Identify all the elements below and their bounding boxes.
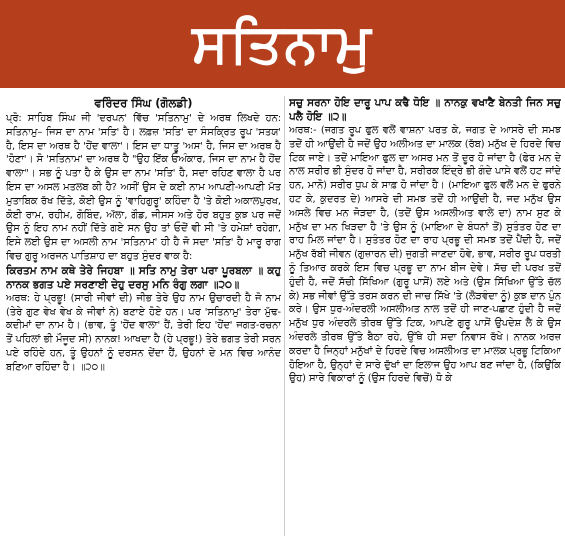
scripture-verse: ਸਚੁ ਸਰਨਾ ਹੋਇ ਦਾਰੂ ਪਾਪ ਕਢੈ ਧੋਇ ॥ ਨਾਨਕੁ ਵਖਾਣੈ ਬੇਨਤੀ ਜਿਨ ਸਚੁ ਪਲੈ ਹੋਇ ॥੨॥ (289, 97, 561, 123)
author-byline: ਵਰਿੰਦਰ ਸਿੰਘ (ਗੋਲਡੀ) (94, 96, 193, 110)
article-column-left (6, 96, 281, 539)
article-paragraph: ਪ੍ਰੋ: ਸਾਹਿਬ ਸਿੰਘ ਜੀ 'ਦਰਪਨ' ਵਿੱਚ 'ਸਤਿਨਾਮੁ' ਦੇ ਅਰਥ ਲਿਖਦੇ ਹਨ: ਸਤਿਨਾਮੁ– ਜਿਸ ਦਾ ਨਾਮ 'ਸਤਿ' ਹੈ। ਲਫ਼ਜ਼ 'ਸਤਿ' ਦਾ ਸੰਸਕ੍ਰਿਤ ਰੂਪ 'ਸਤਯ' ਹੈ, ਇਸ ਦਾ ਅਰਥ ਹੈ 'ਹੋਂਦ ਵਾਲਾ'। ਇਸ ਦਾ ਧਾਤੂ 'ਅਸ' ਹੈ, ਜਿਸ ਦਾ ਅਰਥ ਹੈ 'ਹੋਣਾ'। ਸੋ 'ਸਤਿਨਾਮ' ਦਾ ਅਰਥ ਹੈ "ਉਹ ਇੱਕ ਓਅੰਕਾਰ, ਜਿਸ ਦਾ ਨਾਮ ਹੈ ਹੋਂਦ ਵਾਲਾ"। ਸਭ ਨੂੰ ਪਤਾ ਹੈ ਕੇ ਉਸ ਦਾ ਨਾਮ 'ਸਤਿ' ਹੈ, ਸਦਾ ਰਹਿਣ ਵਾਲਾ ਹੈ ਪਰ ਇਸ ਦਾ ਅਸਲ ਮਤਲਬ ਕੀ ਹੈ? ਅਸੀਂ ਉਸ ਦੇ ਕਈ ਨਾਮ ਆਪਣੀ-ਆਪਣੀ ਮੱਤ ਮੁਤਾਬਿਕ ਰੱਖ ਦਿੱਤੇ, ਕੋਈ ਉਸ ਨੂੰ 'ਵਾਹਿਗੁਰੂ' ਕਹਿੰਦਾ ਹੈ 'ਤੇ ਕੋਈ ਅਕਾਲਪੁਰਖ, ਕੋਈ ਰਾਮ, ਰਹੀਮ, ਗੋਬਿੰਦ, ਅੱਲਾ, ਗੌਡ, ਜੀਸਸ ਅਤੇ ਹੋਰ ਬਹੁਤ ਕੁਝ ਪਰ ਜਦੋਂ ਉਸ ਨੂੰ ਇਹ ਨਾਮ ਨਹੀਂ ਦਿੱਤੇ ਗਏ ਸਨ ਉਹ ਤਾਂ ਓਦੋਂ ਵੀ ਸੀ 'ਤੇ ਹਮੇਸ਼ਾਂ ਰਹੇਗਾ, ਇਸੇ ਲਈ ਉਸ ਦਾ ਅਸਲੀ ਨਾਮ 'ਸਤਿਨਾਮ' ਹੀ ਹੈ ਜੋ ਸਦਾ 'ਸਤਿ' ਹੈ ਮਾਰੂ ਰਾਗ ਵਿਚ ਗੁਰੂ ਅਰਜਨ ਪਾਤਿਸ਼ਾਹ ਦਾ ਬਹੁਤ ਸੁੰਦਰ ਵਾਕ ਹੈ: (6, 113, 281, 262)
article-paragraph: ਅਰਥ: ਹੇ ਪ੍ਰਭੂ! (ਸਾਰੀ ਜੀਵਾਂ ਦੀ) ਜੀਭ ਤੇਰੇ ਉਹ ਨਾਮ ਉਚਾਰਦੀ ਹੈ ਜੋ ਨਾਮ (ਤੇਰੇ ਗੁਣ ਵੇਖ ਵੇਖ ਕੇ ਜੀਵਾਂ ਨੇ) ਬਣਾਏ ਹੋਏ ਹਨ। ਪਰ 'ਸਤਿਨਾਮੁ' ਤੇਰਾ ਮੁੱਢ-ਕਦੀਮਾਂ ਦਾ ਨਾਮ ਹੈ। (ਭਾਵ, ਤੂੰ 'ਹੋਂਦ ਵਾਲਾ' ਹੈਂ, ਤੇਰੀ ਇਹ 'ਹੋਂਦ' ਜਗਤ-ਰਚਨਾ ਤੋਂ ਪਹਿਲਾਂ ਭੀ ਮੌਜੂਦ ਸੀ) ਨਾਨਕ! ਆਖਦਾ ਹੈ (ਹੇ ਪ੍ਰਭੂ!) ਤੇਰੇ ਭਗਤ ਤੇਰੀ ਸਰਨ ਪਏ ਰਹਿੰਦੇ ਹਨ, ਤੂੰ ਉਹਨਾਂ ਨੂੰ ਦਰਸਨ ਦੇਂਦਾ ਹੈਂ, ਉਹਨਾਂ ਦੇ ਮਨ ਵਿਚ ਆਨੰਦ ਬਣਿਆ ਰਹਿੰਦਾ ਹੈ। ॥੨੦॥ (6, 292, 281, 373)
header-banner (0, 0, 565, 88)
page-title: ਸਤਿਨਾਮੁ (192, 12, 373, 75)
scripture-verse: ਕਿਰਤਮ ਨਾਮ ਕਥੇ ਤੇਰੇ ਜਿਹਬਾ ॥ ਸਤਿ ਨਾਮੁ ਤੇਰਾ ਪਰਾ ਪੂਰਬਲਾ ॥ ਕਹੁ ਨਾਨਕ ਭਗਤ ਪਏ ਸਰਣਾਈ ਦੇਹੁ ਦਰਸੁ ਮਨਿ ਰੰਗੁ ਲਗਾ ॥੨੦॥ (6, 264, 281, 291)
column-divider (284, 96, 285, 536)
article-paragraph: ਅਰਥ:- (ਜਗਤ ਰੂਪ ਫੁਲ ਵਲੋਂ ਵਾਸ਼ਨਾ ਪਰਤ ਕੇ, ਜਗਤ ਦੇ ਆਸਰੇ ਦੀ ਸਮਝ ਤਦੋਂ ਹੀ ਆਉਂਦੀ ਹੈ ਜਦੋਂ ਉਹ ਅਲੀਅਤ ਦਾ ਮਾਲਕ (ਰੱਬ) ਮਨੁੱਖ ਦੇ ਹਿਰਦੇ ਵਿਚ ਟਿਕ ਜਾਏ। ਤਦੋਂ ਮਾਇਆ ਫੁਲ ਦਾ ਅਸਰ ਮਨ ਤੋਂ ਦੂਰ ਹੋ ਜਾਂਦਾ ਹੈ (ਫੇਰ ਮਨ ਦੇ ਨਾਲ ਸਰੀਰ ਭੀ ਸੁੰਦਰ ਹੋ ਜਾਂਦਾ ਹੈ, ਸਰੀਰਕ ਇੰਦ੍ਰੇ ਭੀ ਗੰਦੇ ਪਾਸੇ ਵਲੋਂ ਹਟ ਜਾਂਦੇ ਹਨ, ਮਾਨੋ) ਸਰੀਰ ਧੁਪ ਕੇ ਸਾਫ਼ ਹੋ ਜਾਂਦਾ ਹੈ। (ਮਾਇਆ ਫੁਲ ਵਲੋਂ ਮਨ ਦੇ ਫੁਰਨੇ ਹਟ ਕੇ, ਕੁਦਰਤ ਦੇ) ਆਸਰੇ ਦੀ ਸਮਝ ਤਦੋਂ ਹੀ ਆਉਂਦੀ ਹੈ, ਜਦ ਮਨੁੱਖ ਉਸ ਅਸਲੇ ਵਿਚ ਮਨ ਜੋੜਦਾ ਹੈ, (ਤਦੋਂ ਉਸ ਅਸਲੀਅਤ ਵਾਲੇ ਦਾ) ਨਾਮ ਸੁਣ ਕੇ ਮਨੁੱਖ ਦਾ ਮਨ ਖਿੜਦਾ ਹੈ 'ਤੇ ਉਸ ਨੂੰ (ਮਾਇਆ ਦੇ ਬੰਧਨਾਂ ਤੋਂ) ਸੁਤੰਤਰ ਹੋਣ ਦਾ ਰਾਹ ਮਿਲ ਜਾਂਦਾ ਹੈ। ਸੁਤੰਤਰ ਹੋਣ ਦਾ ਰਾਹ ਪ੍ਰਭੂ ਦੀ ਸਮਝ ਤਦੋਂ ਪੈਂਦੀ ਹੈ, ਜਦੋਂ ਮਨੁੱਖ ਰੱਬੀ ਜੀਵਨ (ਗੁਜ਼ਾਰਨ ਦੀ) ਜੁਗਤੀ ਜਾਣਦਾ ਹੋਵੇ, ਭਾਵ, ਸਰੀਰ ਰੂਪ ਧਰਤੀ ਨੂੰ ਤਿਆਰ ਕਰਕੇ ਇਸ ਵਿਚ ਪ੍ਰਭੂ ਦਾ ਨਾਮ ਬੀਜ ਦੇਵੇ। ਸੱਚ ਦੀ ਪਰਖ ਤਦੋਂ ਹੁੰਦੀ ਹੈ, ਜਦੋਂ ਸੱਚੀ ਸਿੱਖਿਆ (ਗੁਰੂ ਪਾਸੋਂ) ਲਏ ਅਤੇ (ਉਸ ਸਿੱਖਿਆ ਉੱਤੇ ਚੱਲ ਕੇ) ਸਭ ਜੀਵਾਂ ਉੱਤੇ ਤਰਸ ਕਰਨ ਦੀ ਜਾਚ ਸਿੱਖੇ 'ਤੇ (ਲੋੜਵੰਦਾ ਨੂੰ) ਕੁਝ ਦਾਨ ਪੁੰਨ ਕਰੇ। ਉਸ ਧੁਰ-ਅੰਦਰਲੀ ਅਸਲੀਅਤ ਨਾਲ ਤਦੋਂ ਹੀ ਜਾਣ-ਪਛਾਣ ਹੁੰਦੀ ਹੈ ਜਦੋਂ ਮਨੁੱਖ ਧੁਰ ਅੰਦਰਲੇ ਤੀਰਥ ਉੱਤੇ ਟਿਕ, ਆਪਣੇ ਗੁਰੂ ਪਾਸੋਂ ਉਪਦੇਸ਼ ਲੈ ਕੇ ਉਸ ਅੰਦਰਲੇ ਤੀਰਥ ਉੱਤੇ ਬੈਠਾ ਰਹੇ, ਉੱਥੇ ਹੀ ਸਦਾ ਨਿਵਾਸ ਰੱਖੇ। ਨਾਨਕ ਅਰਜ਼ ਕਰਦਾ ਹੈ ਜਿਨ੍ਹਾਂ ਮਨੁੱਖਾਂ ਦੇ ਹਿਰਦੇ ਵਿਚ ਅਸਲੀਅਤ ਦਾ ਮਾਲਕ ਪ੍ਰਭੂ ਟਿਕਿਆ ਹੋਇਆ ਹੈ, ਉਨ੍ਹਾਂ ਦੇ ਸਾਰੇ ਦੁੱਖਾਂ ਦਾ ਇਲਾਜ ਉਹ ਆਪ ਬਣ ਜਾਂਦਾ ਹੈ, (ਕਿਉਂਕਿ ਉਹ) ਸਾਰੇ ਵਿਕਾਰਾਂ ਨੂੰ (ਉਸ ਹਿਰਦੇ ਵਿਚੋਂ) ਧੋ ਕੇ (289, 125, 561, 385)
article-column-right (289, 96, 561, 539)
